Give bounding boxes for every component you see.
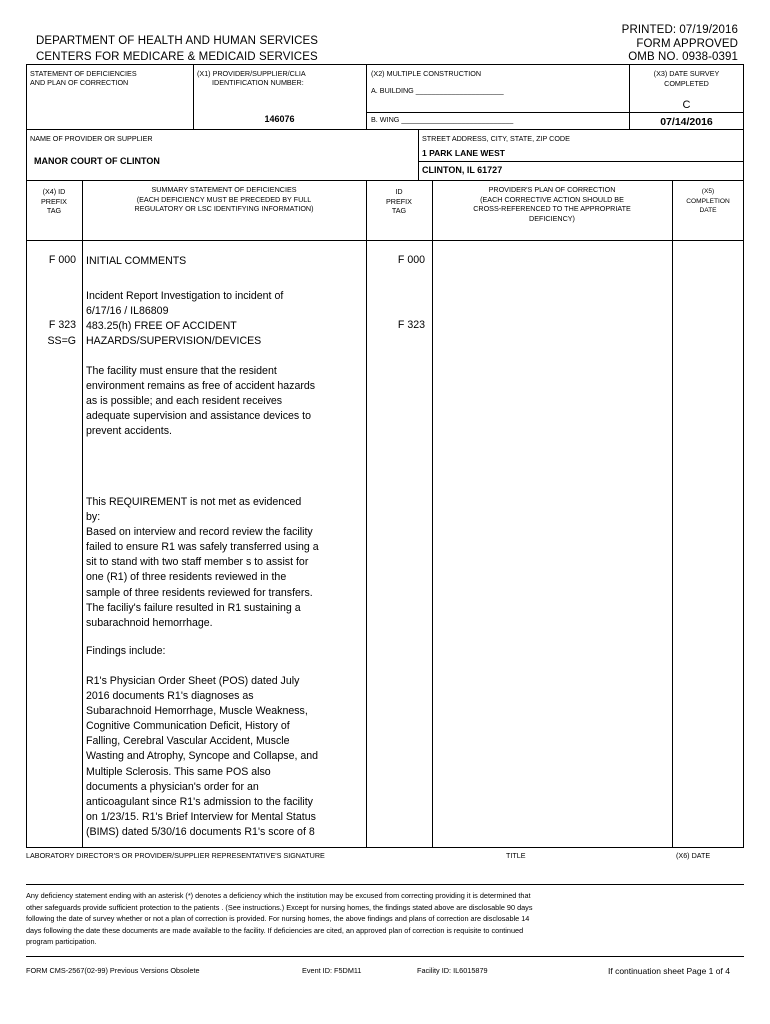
survey-date: 07/14/2016	[660, 116, 713, 128]
wing-line: B. WING ____________________________	[371, 115, 514, 124]
x5-header: (X5) COMPLETION DATE	[686, 188, 730, 214]
printed-date: PRINTED: 07/19/2016	[621, 24, 738, 36]
address-line-2: CLINTON, IL 61727	[422, 165, 503, 175]
tag-f323-left: F 323	[48, 319, 76, 331]
building-line: A. BUILDING ______________________	[371, 86, 504, 95]
f323-title: 483.25(h) FREE OF ACCIDENT HAZARDS/SUPERVISION/DEVICES	[86, 320, 262, 348]
tag-scope-severity: SS=G	[47, 335, 76, 347]
omb-number: OMB NO. 0938-0391	[628, 51, 738, 63]
provider-name: MANOR COURT OF CLINTON	[34, 156, 160, 166]
findings-heading: Findings include:	[86, 645, 166, 657]
statement-label: STATEMENT OF DEFICIENCIES AND PLAN OF CORRECTION	[30, 69, 137, 87]
x1-label: (X1) PROVIDER/SUPPLIER/CLIA IDENTIFICATION NUMBER:	[197, 69, 306, 87]
centers-name: CENTERS FOR MEDICARE & MEDICAID SERVICES	[36, 51, 318, 63]
tag-f323-right: F 323	[397, 319, 425, 331]
findings-text: R1's Physician Order Sheet (POS) dated July 2016 documents R1's diagnoses as Subarachnoid Hemorrhage, Muscle Weakness, Cognitive Communication Deficit, History of Falling, Cerebral Vascular Accident, Muscle Wasting and Atrophy, Syncope and Collapse, and Multiple Sclerosis. This same POS also documents a physician's order for an anticoagulant since R1's admission to the facility on 1/23/15. R1's Brief Interview for Mental Status (BIMS) dated 5/30/16 documents R1's score of 8	[86, 675, 319, 838]
page-indicator: If continuation sheet Page 1 of 4	[608, 966, 730, 976]
form-id: FORM CMS-2567(02-99) Previous Versions Obsolete	[26, 966, 200, 975]
header-meta	[622, 24, 738, 65]
tag-f000-right: F 000	[397, 254, 425, 266]
agency-header	[36, 33, 318, 65]
department-name: DEPARTMENT OF HEALTH AND HUMAN SERVICES	[36, 35, 319, 47]
incident-text: Incident Report Investigation to incident of 6/17/16 / IL86809	[86, 290, 284, 318]
event-id: Event ID: F5DM11	[302, 966, 362, 975]
tag-f000-left: F 000	[48, 254, 76, 266]
x2-label: (X2) MULTIPLE CONSTRUCTION	[371, 69, 482, 78]
address-line-1: 1 PARK LANE WEST	[422, 148, 505, 158]
provider-id: 146076	[264, 114, 295, 124]
x4-header: (X4) ID PREFIX TAG	[41, 187, 67, 216]
title-label: TITLE	[506, 851, 526, 860]
regulation-text: The facility must ensure that the resident environment remains as free of accident hazards as is possible; and each resident receives adequate supervision and assistance devices to prevent accidents.	[86, 365, 316, 438]
disclaimer: Any deficiency statement ending with an asterisk (*) denotes a deficiency which the institution may be excused from correcting providing it is determined that other safeguards provide sufficient protection to the patients . (See instructions.) Except for nursing homes, the findings stated above are disclosable 90 days following the date of survey whether or not a plan of correction is provided. For nursing homes, the above findings and plans of correction are disclosable 14 days following the date these documents are made available to the facility. If deficiencies are cited, an approved plan of correction is requisite to continued program participation.	[26, 891, 533, 947]
address-label: STREET ADDRESS, CITY, STATE, ZIP CODE	[422, 134, 570, 143]
summary-header: SUMMARY STATEMENT OF DEFICIENCIES (EACH DEFICIENCY MUST BE PRECEDED BY FULL REGULATORY OR LSC IDENTIFYING INFORMATION)	[134, 185, 314, 214]
survey-code: C	[682, 99, 691, 111]
requirement-text: This REQUIREMENT is not met as evidenced by: Based on interview and record review the facility failed to ensure R1 was safely transferred using a sit to stand with two staff member s to assist for one (R1) of three residents reviewed in the sample of three residents reviewed for transfers. The faciliy's failure resulted in R1 sustaining a subarachnoid hemorrhage.	[86, 496, 319, 629]
plan-header: PROVIDER'S PLAN OF CORRECTION (EACH CORRECTIVE ACTION SHOULD BE CROSS-REFERENCED TO THE APPROPRIATE DEFICIENCY)	[473, 185, 631, 223]
facility-id: Facility ID: IL6015879	[417, 966, 488, 975]
x3-label: (X3) DATE SURVEY COMPLETED	[653, 69, 720, 88]
id-header: ID PREFIX TAG	[386, 187, 412, 216]
provider-label: NAME OF PROVIDER OR SUPPLIER	[30, 134, 153, 143]
form-approved: FORM APPROVED	[636, 37, 738, 50]
x6-date-label: (X6) DATE	[676, 851, 711, 860]
initial-comments: INITIAL COMMENTS	[86, 255, 187, 267]
signature-label: LABORATORY DIRECTOR'S OR PROVIDER/SUPPLIER REPRESENTATIVE'S SIGNATURE	[26, 851, 325, 860]
